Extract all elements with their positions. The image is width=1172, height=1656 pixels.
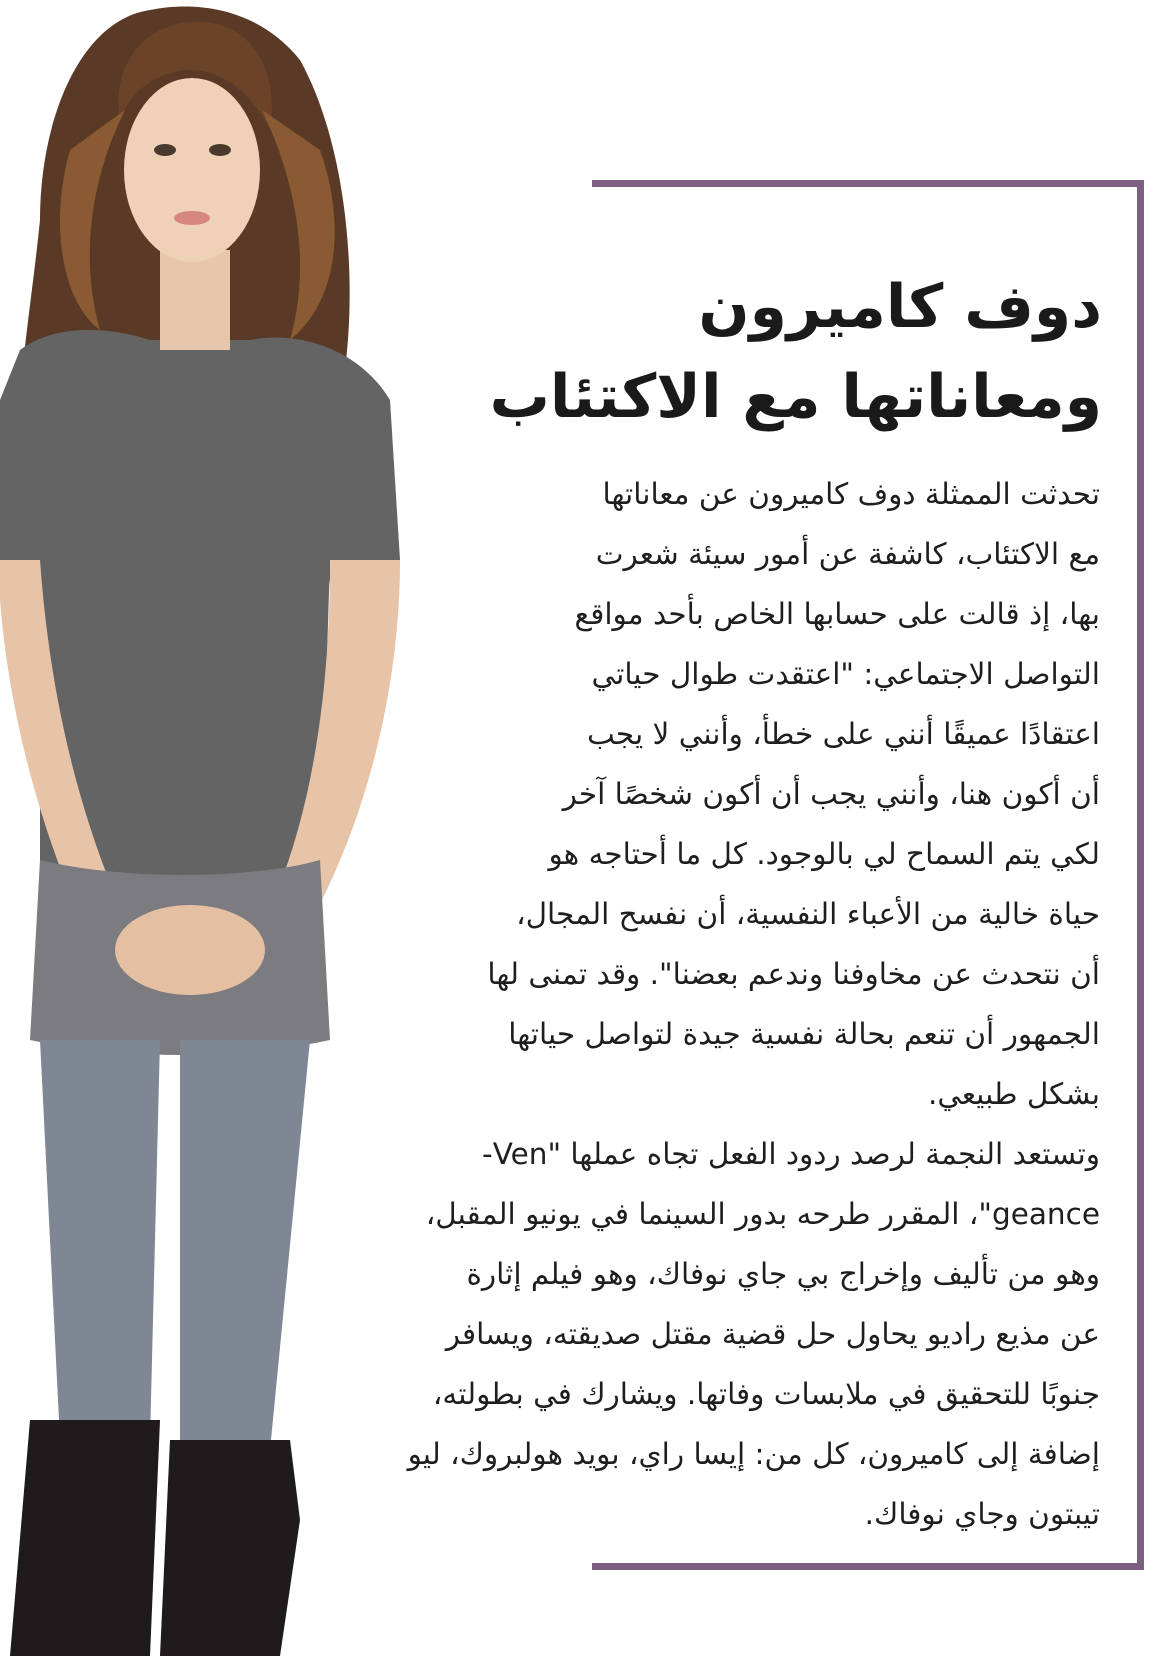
right-eye: [209, 144, 231, 156]
article-line: لكي يتم السماح لي بالوجود. كل ما أحتاجه هو: [548, 837, 1100, 871]
article-line: وهو من تأليف وإخراج بي جاي نوفاك، وهو فيلم إثارة: [466, 1257, 1100, 1291]
lips: [174, 211, 210, 225]
headline-line-2: ومعاناتها مع الاكتئاب: [489, 362, 1102, 432]
article-line: أن نتحدث عن مخاوفنا وندعم بعضنا". وقد تمنى لها: [487, 957, 1100, 991]
article-body: [330, 464, 1100, 1544]
article-line: إضافة إلى كاميرون، كل من: إيسا راي، بويد هولبروك، ليو: [407, 1437, 1100, 1471]
article-line: أن أكون هنا، وأنني يجب أن أكون شخصًا آخر: [562, 777, 1100, 811]
article-line: حياة خالية من الأعباء النفسية، أن نفسح المجال،: [516, 897, 1100, 931]
article-line: وتستعد النجمة لرصد ردود الفعل تجاه عملها "Ven-: [482, 1137, 1100, 1171]
frame-top-border: [592, 180, 1143, 187]
headline: [402, 262, 1102, 442]
article-line: جنوبًا للتحقيق في ملابسات وفاتها. ويشارك في بطولته،: [432, 1377, 1100, 1411]
article-line: تحدثت الممثلة دوف كاميرون عن معاناتها: [602, 477, 1100, 511]
article-line: عن مذيع راديو يحاول حل قضية مقتل صديقته، ويسافر: [445, 1317, 1100, 1351]
hands: [115, 905, 265, 995]
frame-bottom-border: [592, 1563, 1144, 1570]
article-line: الجمهور أن تنعم بحالة نفسية جيدة لتواصل حياتها: [508, 1017, 1100, 1051]
article-line: بها، إذ قالت على حسابها الخاص بأحد مواقع: [574, 597, 1100, 631]
article-line: geance"، المقرر طرحه بدور السينما في يونيو المقبل،: [425, 1197, 1100, 1231]
article-line: اعتقادًا عميقًا أنني على خطأ، وأنني لا يجب: [586, 717, 1100, 751]
left-eye: [154, 144, 176, 156]
article-line: تيبتون وجاي نوفاك.: [864, 1497, 1100, 1531]
left-boot: [10, 1420, 160, 1656]
face: [124, 78, 260, 262]
article-line: التواصل الاجتماعي: "اعتقدت طوال حياتي: [591, 657, 1100, 691]
article-line: مع الاكتئاب، كاشفة عن أمور سيئة شعرت: [595, 537, 1100, 571]
frame-right-border: [1137, 180, 1144, 1570]
neck: [160, 250, 230, 350]
headline-line-1: دوف كاميرون: [698, 272, 1102, 342]
right-boot: [160, 1440, 300, 1656]
leggings: [40, 1040, 310, 1450]
article-line: بشكل طبيعي.: [927, 1077, 1100, 1111]
